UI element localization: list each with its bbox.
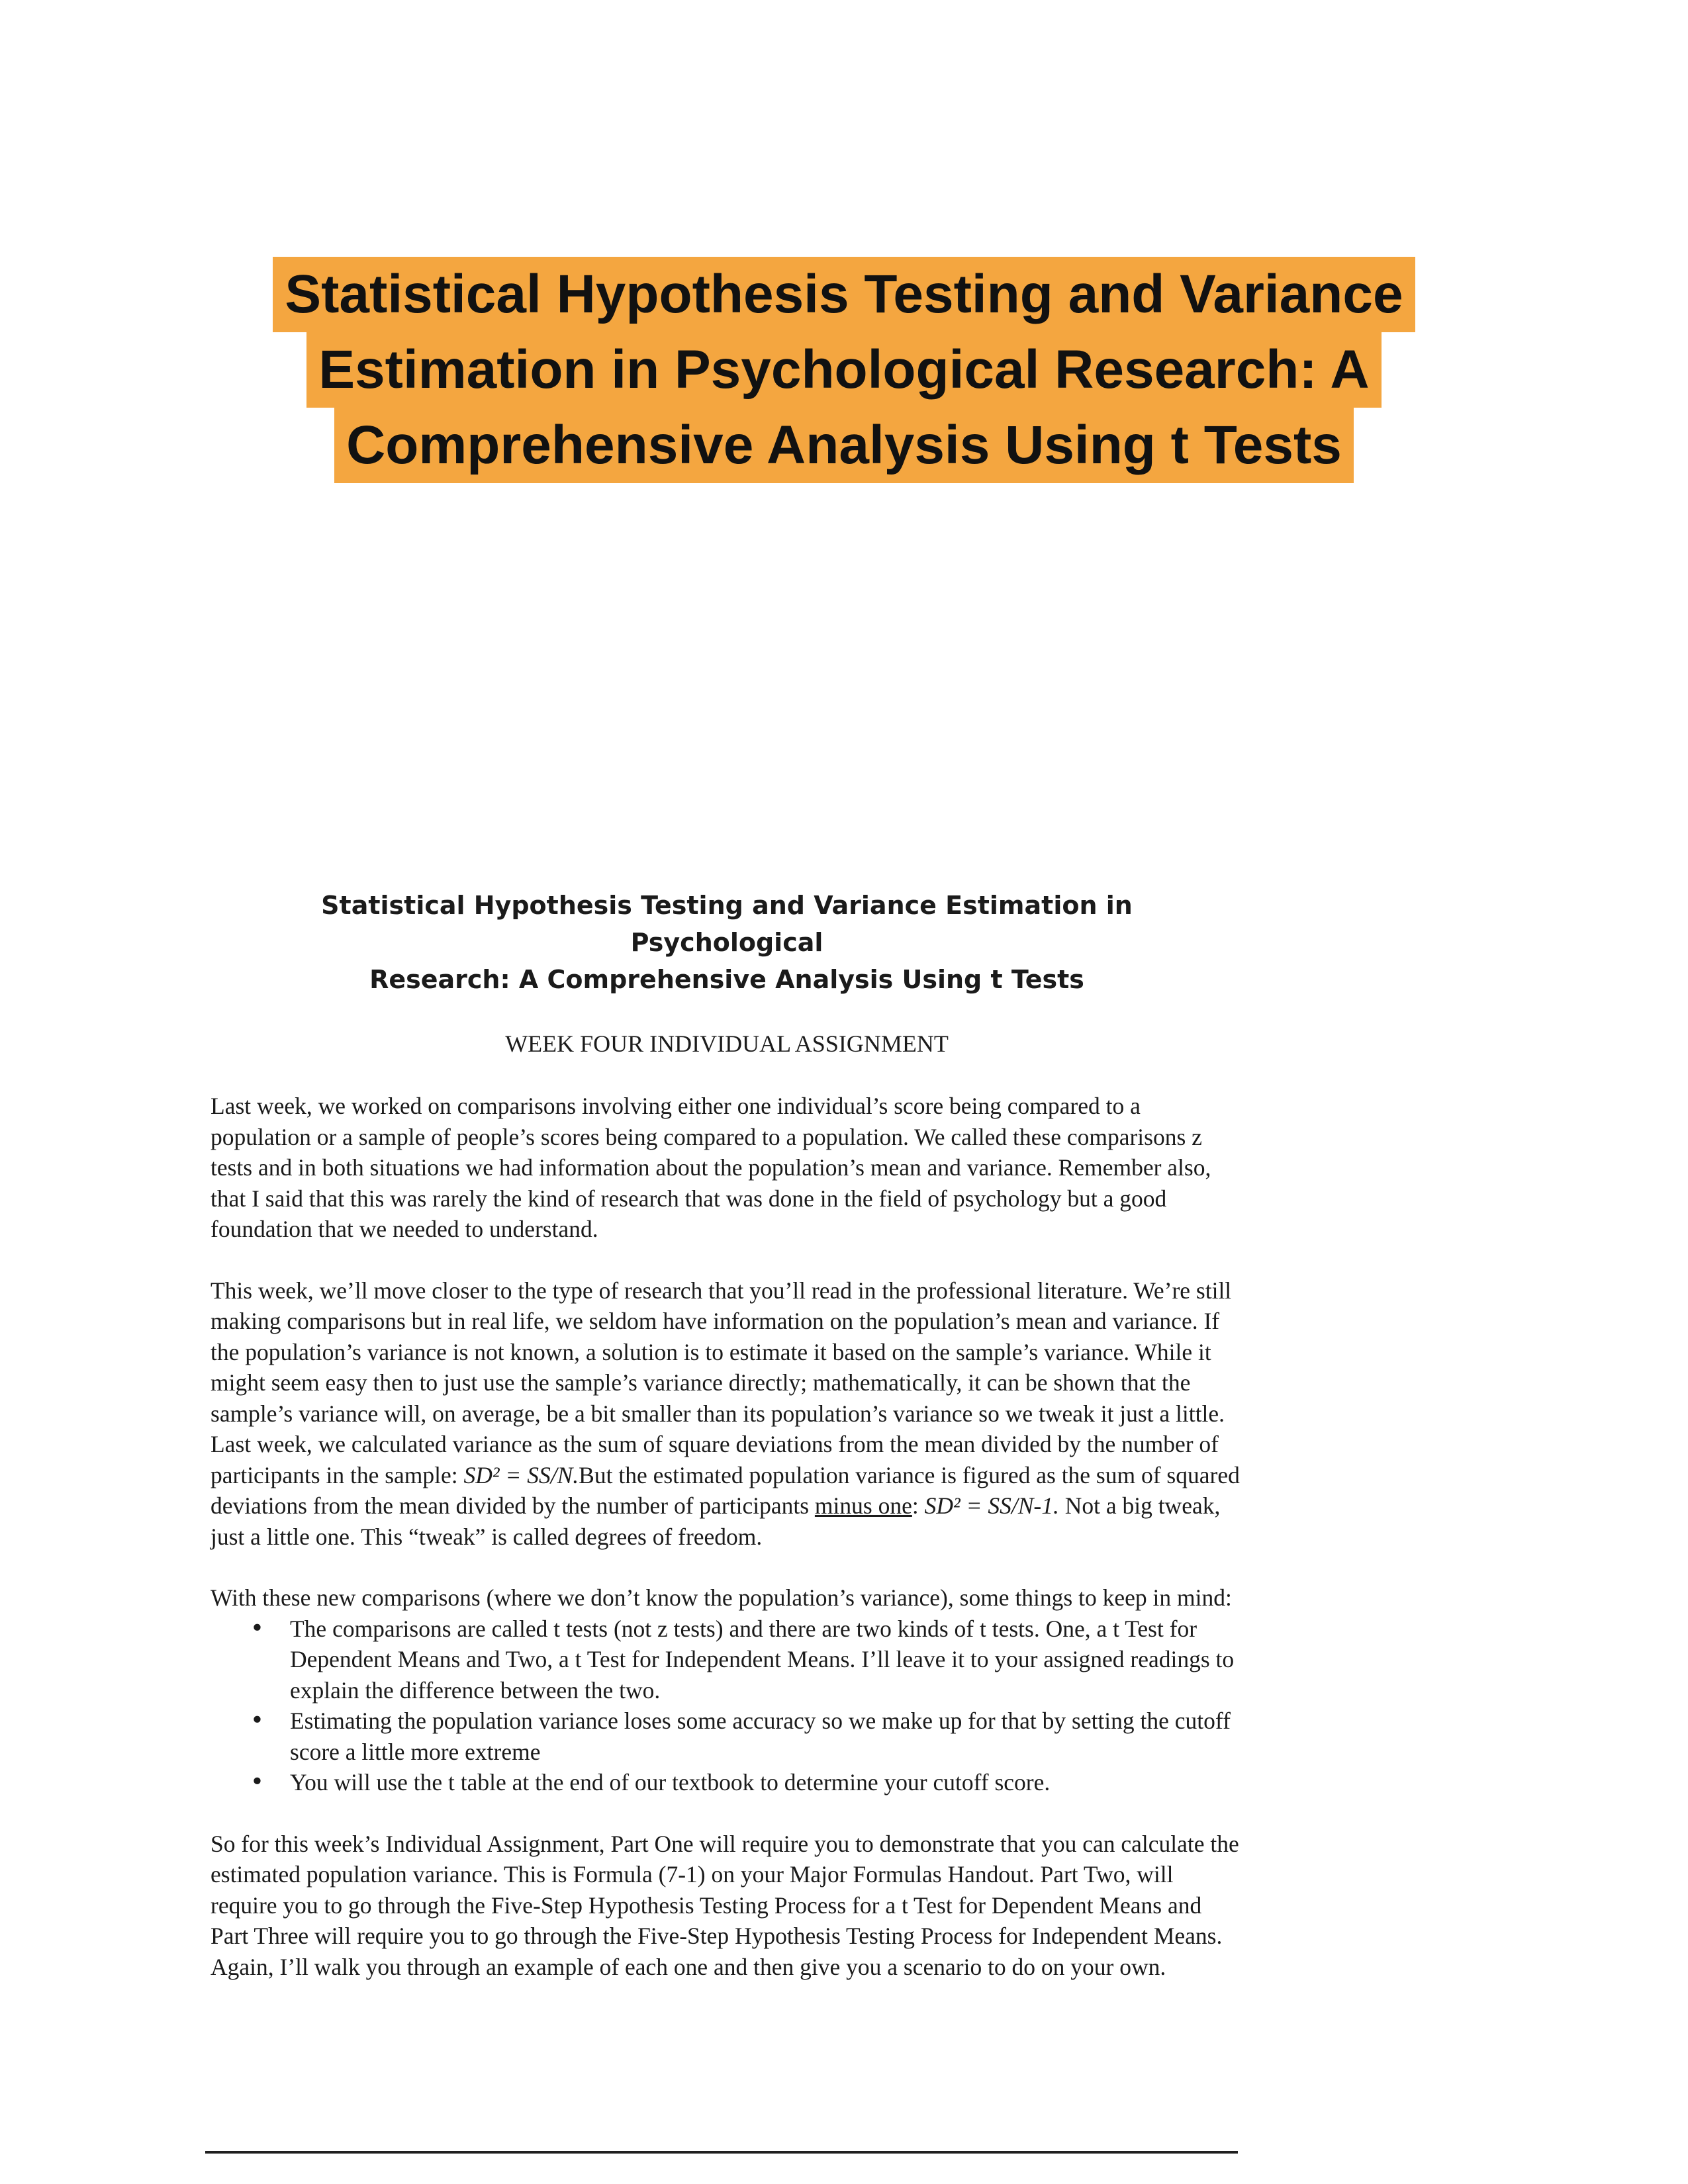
cover-title-line-3: Comprehensive Analysis Using t Tests [334,408,1354,483]
document-title [211,887,1243,998]
list-item [211,1706,1243,1767]
document-subtitle: WEEK FOUR INDIVIDUAL ASSIGNMENT [505,1030,949,1057]
paragraph-this-week-text-2: But the estimated population variance is figured as the sum of squared deviations from the mean divided by the number of participants [211,1461,1240,1519]
paragraph-this-week-text-4: Not a big tweak, just a little one. This “tweak” is called degrees of freedom. [211,1492,1221,1550]
bullet-list [211,1614,1243,1798]
paragraph-this-week [211,1275,1243,1553]
formula-sample-variance: SD² = SS/N. [463,1461,579,1488]
formula-estimated-variance: SD² = SS/N-1. [924,1492,1059,1519]
document-title-line-2: Research: A Comprehensive Analysis Using t Tests [369,965,1084,994]
paragraph-last-week: Last week, we worked on comparisons involving either one individual’s score being compared to a population or a sample of people’s scores being compared to a population. We called these comparisons z tests and in both situations we had information about the population’s mean and variance. Remember also, that I said that this was rarely the kind of research that was done in the field of psychology but a good foundation that we needed to understand. [211,1093,1211,1242]
document-scan [211,887,1243,2013]
paragraph-this-week-text-3: : [912,1492,925,1519]
bullet-icon: • [250,1707,264,1734]
list-item-text: Estimating the population variance loses some accuracy so we make up for that by setting the cutoff score a little more extreme [290,1707,1231,1765]
list-item-text: The comparisons are called t tests (not z tests) and there are two kinds of t tests. One, a t Test for Dependent Means and Two, a t Test for Independent Means. I’ll leave it to your assigned readings to explain the difference between the two. [290,1615,1235,1704]
bullet-icon: • [250,1614,264,1642]
paragraph-keep-in-mind: With these new comparisons (where we don’t know the population’s variance), some things to keep in mind: [211,1584,1232,1611]
list-item-text: You will use the t table at the end of our textbook to determine your cutoff score. [290,1769,1051,1796]
paragraph-this-week-text-1: This week, we’ll move closer to the type of research that you’ll read in the professional literature. We’re still making comparisons but in real life, we seldom have information on the population’s mean and variance. If the population’s variance is not known, a solution is to estimate it based on the sample’s variance. While it might seem easy then to just use the sample’s variance directly; mathematically, it can be shown that the sample’s variance will, on average, be a bit smaller than its population’s variance so we tweak it just a little. Last week, we calculated variance as the sum of square deviations from the mean divided by the number of participants in the sample: [211,1277,1232,1488]
cover-title [0,257,1688,483]
list-item [211,1614,1243,1706]
bottom-divider [205,2151,1238,2154]
underlined-minus-one: minus one [814,1492,912,1519]
list-item [211,1767,1243,1798]
bullet-icon: • [250,1768,264,1796]
cover-title-line-2: Estimation in Psychological Research: A [306,332,1381,408]
cover-title-line-1: Statistical Hypothesis Testing and Variance [273,257,1415,332]
document-title-line-1: Statistical Hypothesis Testing and Variance Estimation in Psychological [321,891,1133,957]
paragraph-assignment-parts: So for this week’s Individual Assignment, Part One will require you to demonstrate that you can calculate the estimated population variance. This is Formula (7-1) on your Major Formulas Handout. Part Two, will require you to go through the Five-Step Hypothesis Testing Process for a t Test for Dependent Means and Part Three will require you to go through the Five-Step Hypothesis Testing Process for Independent Means. Again, I’ll walk you through an example of each one and then give you a scenario to do on your own. [211,1830,1239,1980]
